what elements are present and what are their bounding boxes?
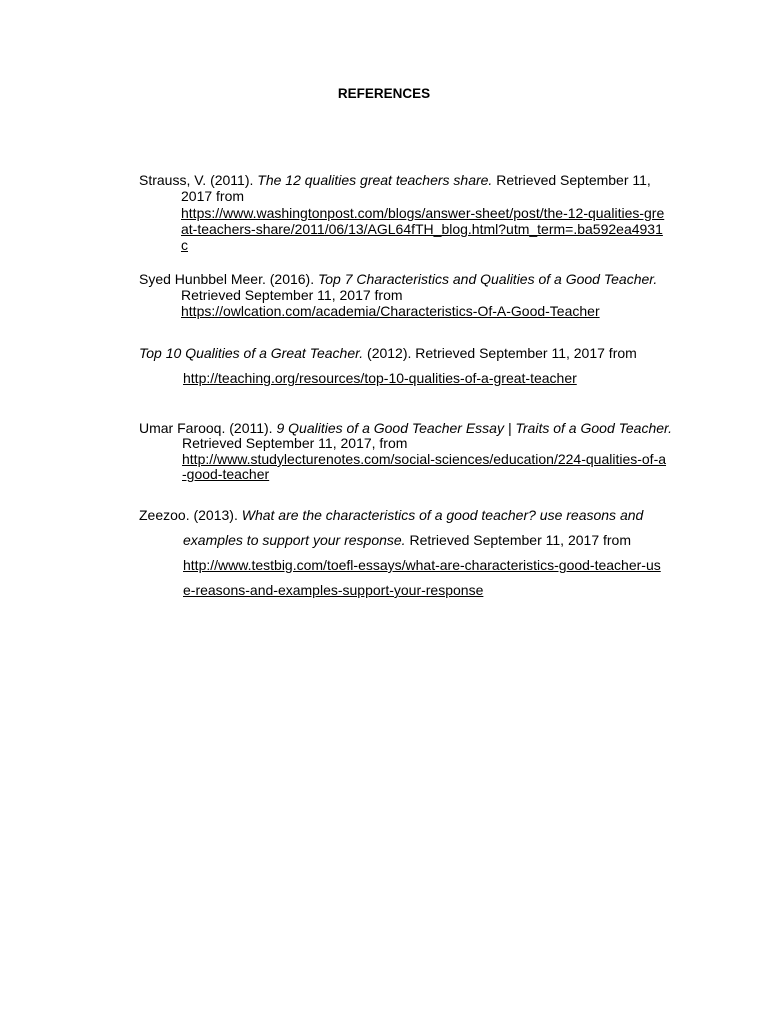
reference-link[interactable]: e-reasons-and-examples-support-your-response (183, 582, 484, 598)
reference-link[interactable]: http://teaching.org/resources/top-10-qualities-of-a-great-teacher (183, 370, 577, 386)
reference-line (139, 345, 637, 361)
reference-link[interactable]: http://www.testbig.com/toefl-essays/what-are-characteristics-good-teacher-us (183, 557, 661, 573)
reference-author: Syed Hunbbel Meer. (2016). (139, 271, 318, 287)
reference-line (139, 271, 657, 287)
reference-retrieved: (2012). Retrieved September 11, 2017 from (363, 345, 637, 361)
reference-link[interactable]: http://www.studylecturenotes.com/social-sciences/education/224-qualities-of-a (182, 451, 667, 467)
reference-retrieved-cont: 2017 from (181, 188, 245, 204)
reference-title-cont: examples to support your response. (183, 532, 406, 548)
reference-line (183, 532, 631, 548)
reference-link[interactable]: c (181, 237, 188, 253)
reference-retrieved: Retrieved September 11, (492, 172, 651, 188)
reference-link[interactable]: -good-teacher (182, 466, 270, 482)
reference-retrieved: Retrieved September 11, 2017, from (182, 435, 408, 451)
reference-title: Top 7 Characteristics and Qualities of a Good Teacher. (318, 271, 658, 287)
reference-line (139, 420, 672, 436)
reference-title: What are the characteristics of a good teacher? use reasons and (241, 507, 644, 523)
reference-title: Top 10 Qualities of a Great Teacher. (139, 345, 364, 361)
reference-link[interactable]: https://www.washingtonpost.com/blogs/answer-sheet/post/the-12-qualities-gre (181, 205, 665, 221)
reference-line (139, 507, 643, 523)
reference-author: Umar Farooq. (2011). (139, 420, 277, 436)
reference-link[interactable]: https://owlcation.com/academia/Characteristics-Of-A-Good-Teacher (181, 303, 600, 319)
reference-retrieved: Retrieved September 11, 2017 from (405, 532, 631, 548)
reference-title: The 12 qualities great teachers share. (257, 172, 493, 188)
reference-link[interactable]: at-teachers-share/2011/06/13/AGL64fTH_blog.html?utm_term=.ba592ea4931 (181, 221, 663, 237)
reference-author: Zeezoo. (2013). (139, 507, 242, 523)
page-title: REFERENCES (337, 86, 431, 101)
reference-author: Strauss, V. (2011). (139, 172, 258, 188)
reference-title: 9 Qualities of a Good Teacher Essay | Traits of a Good Teacher. (276, 420, 673, 436)
reference-retrieved: Retrieved September 11, 2017 from (181, 287, 403, 303)
reference-line (139, 172, 651, 188)
